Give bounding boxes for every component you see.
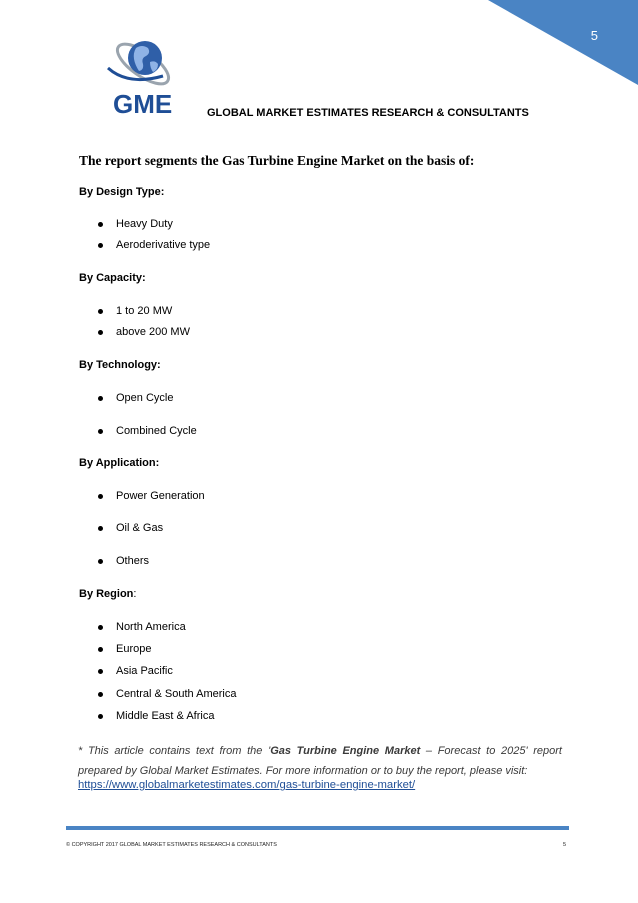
- bullet-icon: [98, 396, 103, 401]
- bullet-icon: [98, 429, 103, 434]
- source-note: * This article contains text from the 'Gas Turbine Engine Market – Forecast to 2025' report prepared by Global Market Estimates. For more information or to buy the report, please visit:: [78, 745, 562, 777]
- bullet-icon: [98, 559, 103, 564]
- section-title-design-type: By Design Type:: [79, 186, 165, 198]
- bullet-icon: [98, 309, 103, 314]
- bullet-icon: [98, 647, 103, 652]
- company-header-title: GLOBAL MARKET ESTIMATES RESEARCH & CONSULTANTS: [207, 107, 529, 119]
- list-item: Open Cycle: [98, 392, 173, 404]
- bullet-icon: [98, 494, 103, 499]
- bullet-icon: [98, 222, 103, 227]
- section-title-region: By Region:: [79, 588, 137, 600]
- report-heading: The report segments the Gas Turbine Engine Market on the basis of:: [79, 153, 475, 168]
- list-item: Oil & Gas: [98, 522, 163, 534]
- list-item: Combined Cycle: [98, 425, 197, 437]
- corner-triangle: [488, 0, 638, 85]
- list-item: Power Generation: [98, 490, 205, 502]
- list-item: Middle East & Africa: [98, 710, 214, 722]
- list-item: Aeroderivative type: [98, 239, 210, 251]
- footer-divider: [66, 826, 569, 830]
- section-title-capacity: By Capacity:: [79, 272, 146, 284]
- bullet-icon: [98, 669, 103, 674]
- list-item: Others: [98, 555, 149, 567]
- list-item: North America: [98, 621, 186, 633]
- footer-page-number: 5: [562, 842, 566, 848]
- bullet-icon: [98, 526, 103, 531]
- list-item: Asia Pacific: [98, 665, 173, 677]
- section-title-technology: By Technology:: [79, 359, 161, 371]
- section-title-application: By Application:: [79, 457, 160, 469]
- list-item: Central & South America: [98, 688, 236, 700]
- bullet-icon: [98, 625, 103, 630]
- list-item: above 200 MW: [98, 326, 190, 338]
- logo-text: GME: [113, 89, 173, 119]
- bullet-icon: [98, 330, 103, 335]
- header-page-number: 5: [590, 28, 598, 43]
- bullet-icon: [98, 243, 103, 248]
- bullet-icon: [98, 714, 103, 719]
- report-link[interactable]: https://www.globalmarketestimates.com/gas-turbine-engine-market/: [78, 779, 416, 791]
- list-item: Europe: [98, 643, 151, 655]
- list-item: Heavy Duty: [98, 218, 173, 230]
- bullet-icon: [98, 692, 103, 697]
- list-item: 1 to 20 MW: [98, 305, 172, 317]
- footer-copyright: © COPYRIGHT 2017 GLOBAL MARKET ESTIMATES RESEARCH & CONSULTANTS: [66, 842, 277, 848]
